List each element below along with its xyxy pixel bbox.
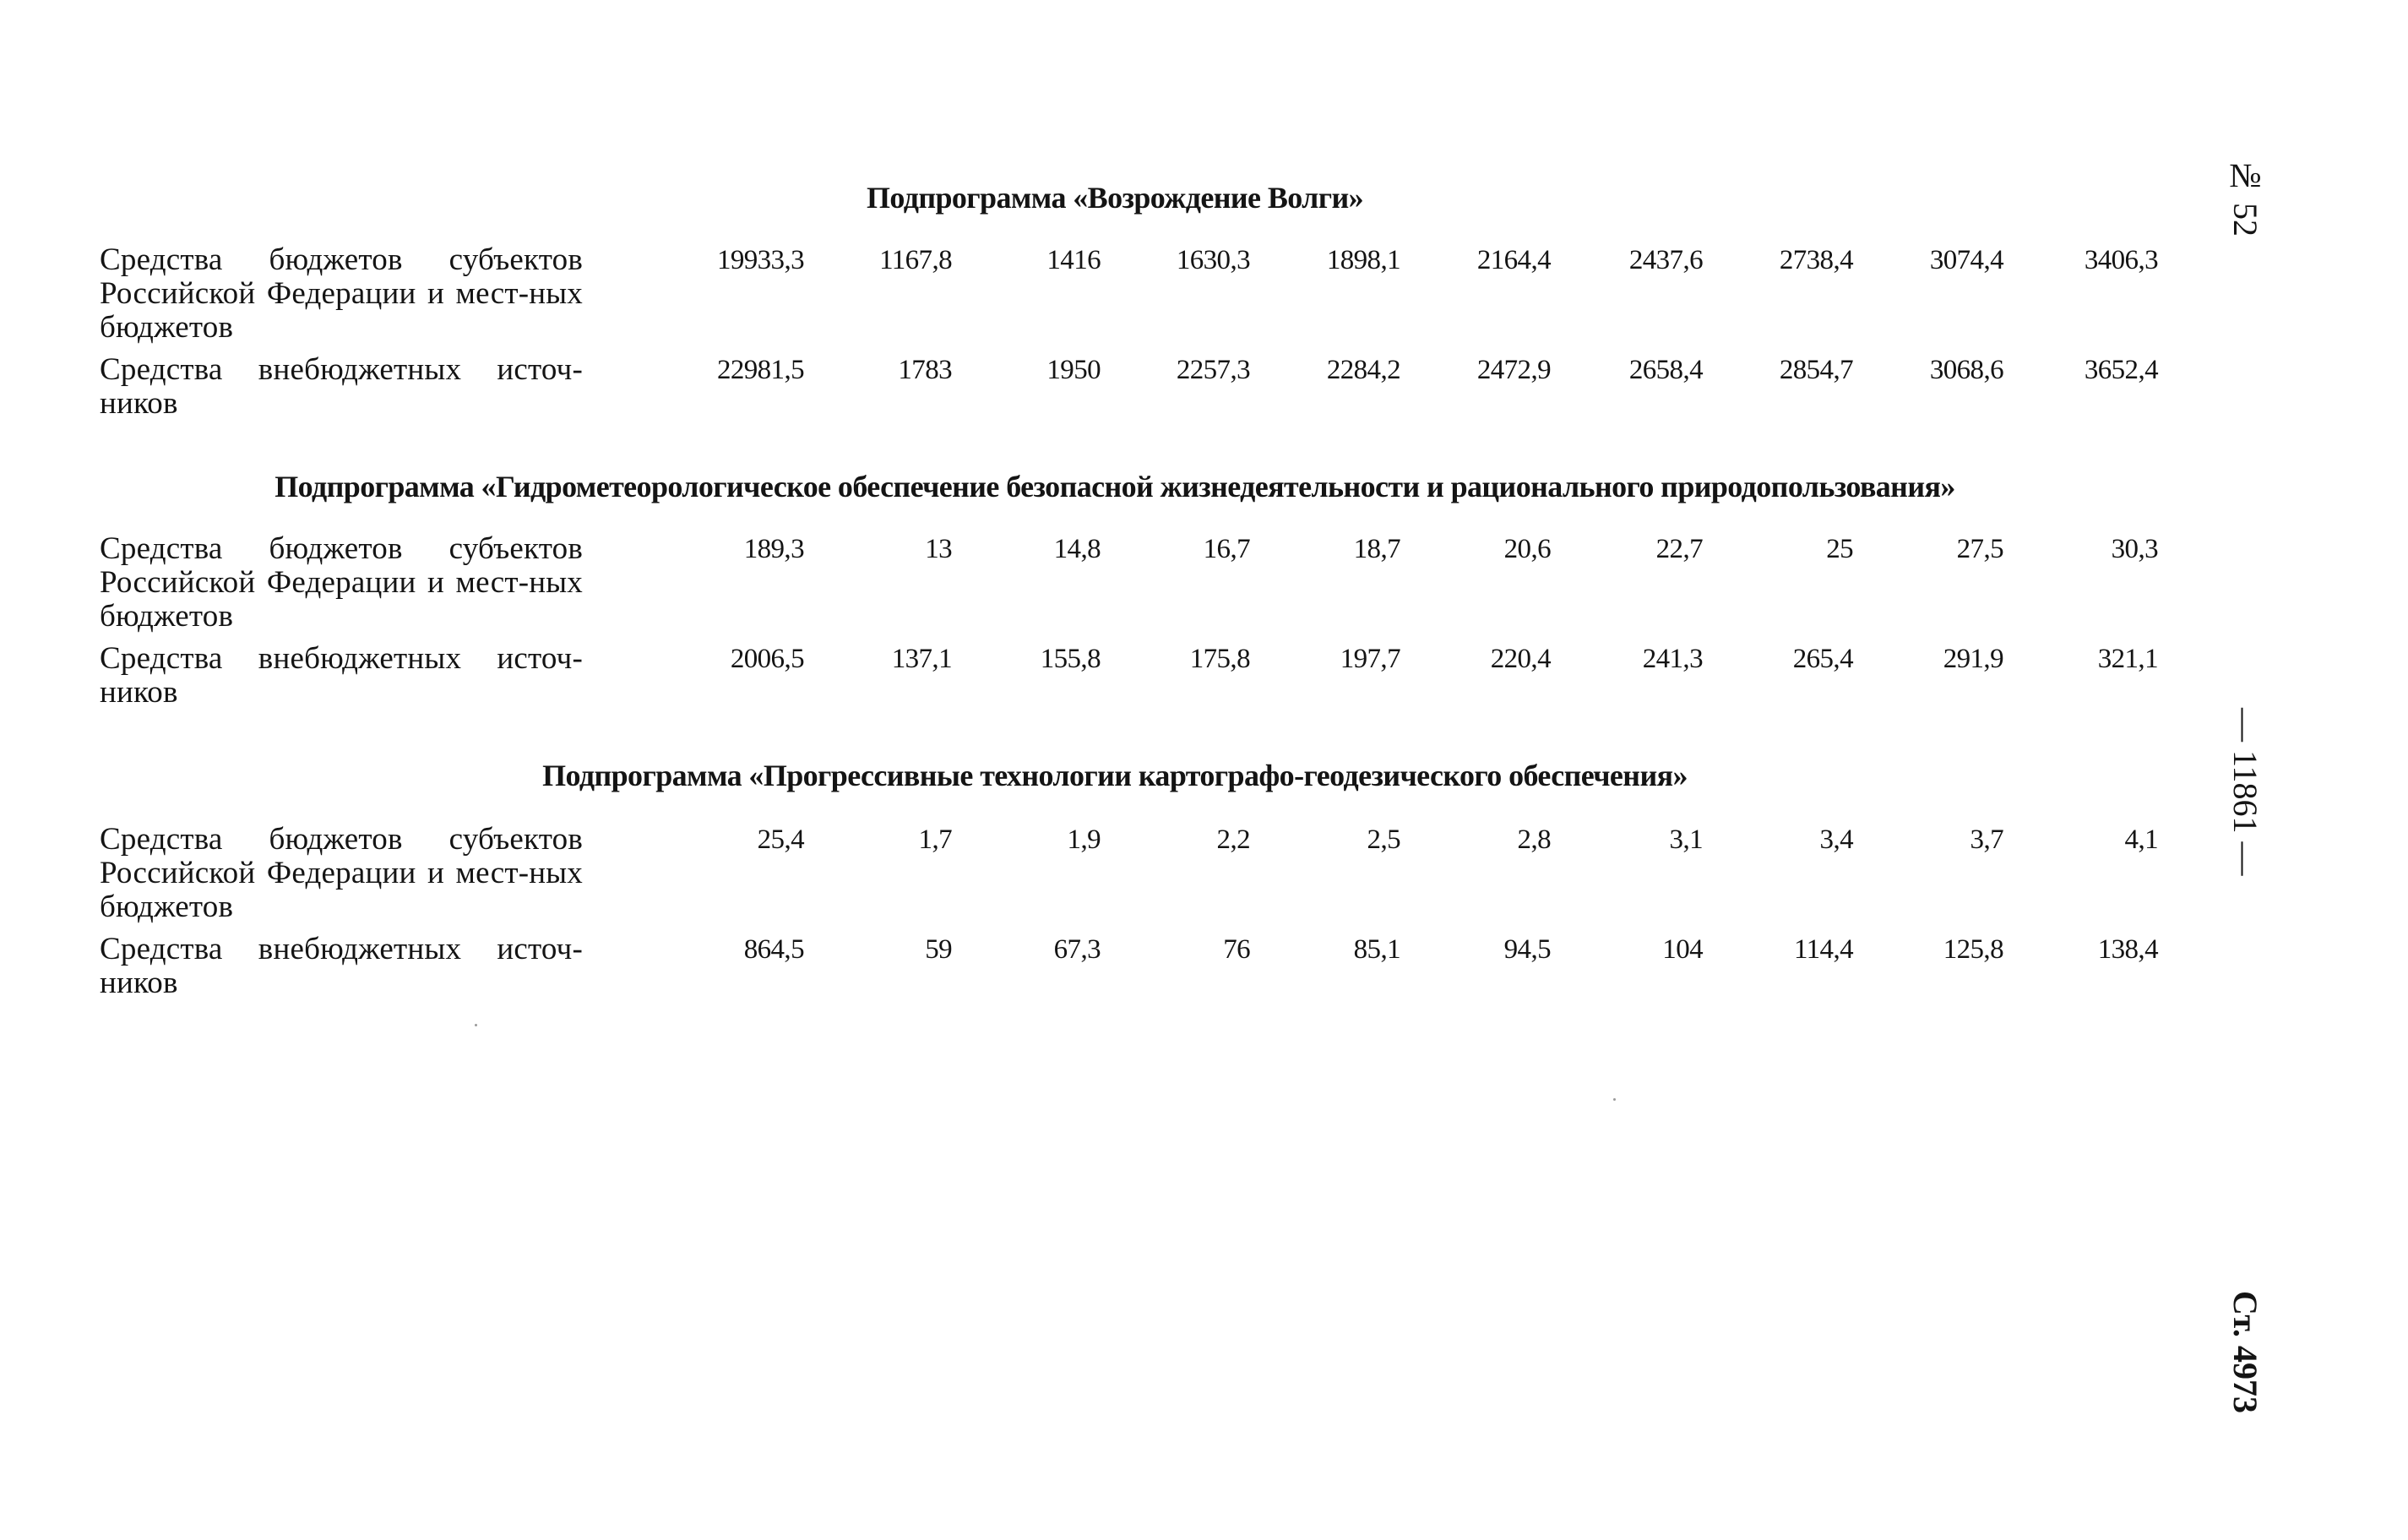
value-year-8: 3068,6 xyxy=(1929,355,2003,385)
value-year-7: 2738,4 xyxy=(1779,245,1853,275)
value-year-3: 2257,3 xyxy=(1176,355,1250,385)
value-year-1: 1167,8 xyxy=(879,245,952,275)
row-label: Средства бюджетов субъектов Российской Федерации и мест-ных бюджетов xyxy=(100,531,583,634)
value-year-6: 3,1 xyxy=(1669,824,1703,855)
value-total: 25,4 xyxy=(757,824,804,855)
value-year-2: 67,3 xyxy=(1053,934,1101,965)
issue-number: № 52 xyxy=(2226,156,2264,237)
value-total: 189,3 xyxy=(743,534,804,564)
value-year-1: 1,7 xyxy=(918,824,952,855)
value-year-3: 175,8 xyxy=(1189,644,1250,674)
row-label: Средства внебюджетных источ-ников xyxy=(100,932,583,1000)
value-year-9: 3406,3 xyxy=(2084,245,2158,275)
value-year-5: 2164,4 xyxy=(1476,245,1551,275)
value-year-4: 1898,1 xyxy=(1326,245,1400,275)
table-row xyxy=(0,823,2196,933)
value-year-7: 25 xyxy=(1826,534,1853,564)
value-year-8: 125,8 xyxy=(1943,934,2003,965)
value-year-3: 2,2 xyxy=(1216,824,1250,855)
value-total: 19933,3 xyxy=(716,245,804,275)
value-year-3: 16,7 xyxy=(1203,534,1250,564)
table-row xyxy=(0,243,2196,353)
section-heading-cartography: Подпрограмма «Прогрессивные технологии картографо-геодезического обеспечения» xyxy=(542,759,1688,792)
value-year-4: 2,5 xyxy=(1367,824,1400,855)
value-year-5: 94,5 xyxy=(1503,934,1551,965)
row-values xyxy=(0,823,2196,857)
row-label: Средства бюджетов субъектов Российской Федерации и мест-ных бюджетов xyxy=(100,822,583,924)
value-year-8: 27,5 xyxy=(1956,534,2003,564)
value-year-1: 13 xyxy=(925,534,952,564)
table-row xyxy=(0,532,2196,642)
value-year-5: 2,8 xyxy=(1517,824,1551,855)
value-year-1: 137,1 xyxy=(891,644,952,674)
value-year-6: 104 xyxy=(1662,934,1703,965)
value-year-9: 30,3 xyxy=(2111,534,2158,564)
value-year-8: 291,9 xyxy=(1943,644,2003,674)
value-year-7: 2854,7 xyxy=(1779,355,1853,385)
value-year-1: 59 xyxy=(925,934,952,965)
section-heading-volga: Подпрограмма «Возрождение Волги» xyxy=(866,181,1364,215)
value-total: 864,5 xyxy=(743,934,804,965)
value-year-4: 197,7 xyxy=(1340,644,1400,674)
row-values xyxy=(0,243,2196,277)
value-year-4: 85,1 xyxy=(1353,934,1400,965)
value-year-6: 2437,6 xyxy=(1628,245,1703,275)
section-heading-hydromet: Подпрограмма «Гидрометеорологическое обеспечение безопасной жизнедеятельности и рационального природопользования» xyxy=(275,470,1955,503)
value-year-2: 14,8 xyxy=(1053,534,1101,564)
value-year-7: 265,4 xyxy=(1792,644,1853,674)
row-label: Средства внебюджетных источ-ников xyxy=(100,641,583,710)
value-year-3: 1630,3 xyxy=(1176,245,1250,275)
value-year-9: 138,4 xyxy=(2097,934,2158,965)
row-values xyxy=(0,353,2196,387)
value-year-9: 4,1 xyxy=(2124,824,2158,855)
value-year-2: 1416 xyxy=(1046,245,1101,275)
value-year-5: 20,6 xyxy=(1503,534,1551,564)
table-row xyxy=(0,353,2196,463)
article-reference: Ст. 4973 xyxy=(2226,1291,2264,1413)
value-year-6: 2658,4 xyxy=(1628,355,1703,385)
value-year-4: 18,7 xyxy=(1353,534,1400,564)
value-year-1: 1783 xyxy=(898,355,952,385)
value-year-5: 2472,9 xyxy=(1476,355,1551,385)
value-year-6: 241,3 xyxy=(1642,644,1703,674)
value-year-8: 3,7 xyxy=(1970,824,2003,855)
row-values xyxy=(0,933,2196,966)
row-values xyxy=(0,642,2196,676)
value-total: 2006,5 xyxy=(730,644,804,674)
page-number: — 11861 — xyxy=(2226,708,2264,876)
row-label: Средства бюджетов субъектов Российской Федерации и мест-ных бюджетов xyxy=(100,242,583,345)
value-year-4: 2284,2 xyxy=(1326,355,1400,385)
row-label: Средства внебюджетных источ-ников xyxy=(100,352,583,421)
value-year-3: 76 xyxy=(1223,934,1250,965)
value-year-5: 220,4 xyxy=(1490,644,1551,674)
value-year-9: 3652,4 xyxy=(2084,355,2158,385)
value-total: 22981,5 xyxy=(716,355,804,385)
table-row xyxy=(0,642,2196,752)
value-year-8: 3074,4 xyxy=(1929,245,2003,275)
value-year-7: 114,4 xyxy=(1793,934,1853,965)
value-year-7: 3,4 xyxy=(1819,824,1853,855)
row-values xyxy=(0,532,2196,566)
scan-speck xyxy=(475,1024,477,1026)
value-year-9: 321,1 xyxy=(2097,644,2158,674)
value-year-2: 155,8 xyxy=(1040,644,1101,674)
table-row xyxy=(0,933,2196,1042)
value-year-6: 22,7 xyxy=(1655,534,1703,564)
value-year-2: 1,9 xyxy=(1067,824,1101,855)
scan-speck xyxy=(1613,1098,1616,1101)
value-year-2: 1950 xyxy=(1046,355,1101,385)
